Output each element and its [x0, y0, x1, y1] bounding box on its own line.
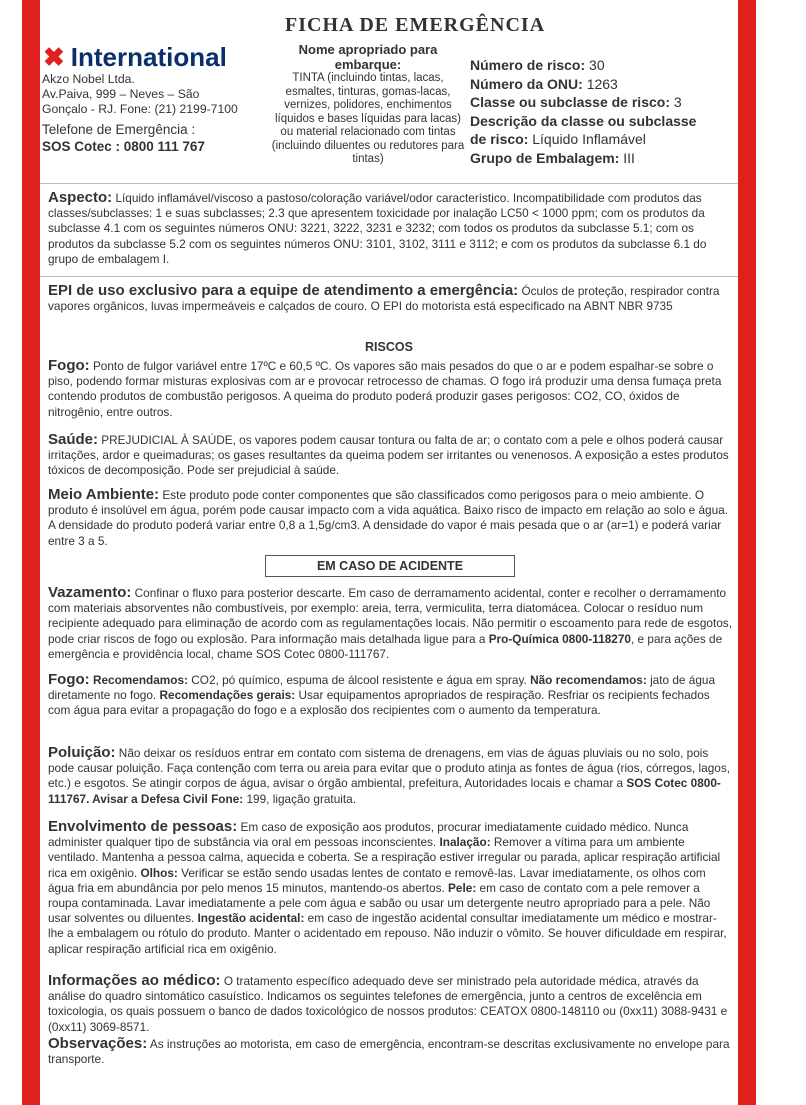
poluicao-heading: Poluição:	[48, 744, 116, 761]
left-red-border	[22, 0, 40, 1105]
epi-section	[48, 283, 732, 314]
group-value: III	[623, 149, 635, 166]
pele-label: Pele:	[448, 880, 477, 895]
company-name: Akzo Nobel Ltda.	[42, 72, 135, 86]
vazamento-heading: Vazamento:	[48, 584, 132, 601]
address-line-1: Av.Paiva, 999 – Neves – São	[42, 87, 200, 101]
emergency-phone	[42, 121, 205, 155]
x-logo-icon: ✖	[43, 42, 65, 72]
company-logo	[43, 42, 227, 73]
riscos-fogo	[48, 358, 732, 420]
ingestao-label: Ingestão acidental:	[197, 911, 305, 926]
fogo-rec-label: Recomendamos:	[92, 673, 188, 687]
shipping-name-label: Nome apropriado para embarque:	[298, 42, 438, 72]
right-red-border	[738, 0, 756, 1105]
poluicao-bold: SOS Cotec 0800-111767. Avisar a Defesa Civil Fone:	[48, 776, 721, 806]
epi-text: Óculos de proteção, respirador contra vapores orgânicos, luvas impermeáveis e calçados de couro. O EPI do motorista está especificado na ABNT NBR 9735	[48, 284, 720, 314]
pele-text: em caso de contato com a pele remover a roupa contaminada. Lavar imediatamente a pele com água e sabão ou usar um detergente neutro apropriado para a pele. Não usar solventes ou diluentes.	[48, 880, 711, 926]
aspecto-section	[48, 190, 732, 267]
group-label: Grupo de Embalagem:	[470, 149, 620, 166]
aspecto-text: Líquido inflamável/viscoso a pastoso/coloração variável/odor característico. Incompatibilidade com produtos das classes/subclasses: 1 e suas subclasses; 2.3 que apresentem toxicidade por inalação LC50 < 1000 ppm; com os produtos da subclasse 4.1 com os seguintes números ONU: 3221, 3222, 3231 e 3232; com todos os produtos da subclasse 5.1; com os produtos da subclasse 5.2 com os seguintes números ONU: 3101, 3102, 3111 e 3112; e com os produtos da subclasse 6.1 do grupo de embalagem I.	[48, 191, 707, 266]
risk-info	[470, 56, 696, 167]
company-address	[42, 72, 238, 117]
olhos-text: Verificar se estão sendo usadas lentes de contato e removê-las. Lavar imediatamente, os olhos com água fria em abundância por pelo menos 15 minutos, mantendo-os abertos.	[48, 865, 706, 895]
observacoes-section	[48, 1036, 732, 1067]
aspecto-heading: Aspecto:	[48, 189, 113, 206]
medico-text: O tratamento específico adequado deve ser ministrado pela autoridade médica, através da análise do quadro sintomático casuístico. Indicamos os seguintes telefones de emergência, junto a centros de excelência em toxicologia, os quais possuem o banco de dados toxicológico de nossos produtos: CEATOX 0800-148110 ou (0xx11) 3088-9431 e (0xx11) 3069-8571.	[48, 974, 728, 1034]
inalacao-text: Remover a vítima para um ambiente ventilado. Mantenha a pessoa calma, aquecida e coberta. Se a respiração estiver irregular ou parada, aplicar respiração artificial rica em oxigênio.	[48, 835, 721, 880]
page-title: FICHA DE EMERGÊNCIA	[285, 14, 546, 36]
envolvimento-heading: Envolvimento de pessoas:	[48, 818, 238, 835]
address-line-2: Gonçalo - RJ. Fone: (21) 2199-7100	[42, 102, 238, 116]
meio-heading: Meio Ambiente:	[48, 486, 160, 503]
medico-heading: Informações ao médico:	[48, 972, 221, 989]
shipping-name	[268, 42, 468, 167]
desc-label-1: Descrição da classe ou subclasse	[470, 112, 697, 129]
logo-text: International	[70, 42, 227, 72]
fogo-ger-label: Recomendações gerais:	[159, 688, 296, 703]
epi-heading: EPI de uso exclusivo para a equipe de atendimento a emergência:	[48, 282, 519, 299]
divider	[40, 183, 738, 184]
fogo-heading: Fogo:	[48, 357, 90, 374]
fogo-nrec-label: Não recomendamos:	[530, 673, 647, 687]
phone-label: Telefone de Emergência :	[42, 122, 196, 137]
envolvimento-section	[48, 819, 732, 957]
riscos-meio-ambiente	[48, 487, 732, 549]
vazamento-text: Confinar o fluxo para posterior descarte. Em caso de derramamento acidental, conter e recolher o derramamento com materiais absorventes não combustíveis, por exemplo: areia, terra, vermiculita, terra diatomácea. Colocar o resíduo num recipiente adequado para eliminação de acordo com as regulamentações locais. Não permitir o escoamento para rede de esgotos, pode criar riscos de fogo ou explosão. Para informação mais detalhada ligue para a	[48, 586, 732, 646]
observacoes-text: As instruções ao motorista, em caso de emergência, encontram-se descritas exclusivamente no envelope para transporte.	[48, 1037, 730, 1067]
class-label: Classe ou subclasse de risco:	[470, 94, 670, 110]
onu-label: Número da ONU:	[470, 75, 583, 92]
risk-number-value: 30	[589, 57, 605, 73]
olhos-label: Olhos:	[140, 865, 178, 880]
vazamento-section	[48, 585, 732, 662]
riscos-saude	[48, 432, 732, 479]
poluicao-text: Não deixar os resíduos entrar em contato com sistema de drenagens, em vias de águas pluviais ou no solo, pois pode causar poluição. Faça contenção com terra ou areia para evitar que o produto atinja as fontes de água (rios, córregos, lagos, etc.) e esgotos. Se atingir corpos de água, avisar o órgão ambiental, prefeitura, Autoridades locais e chamar a	[48, 746, 731, 791]
desc-label-2: de risco:	[470, 131, 529, 147]
fogo-ger-text: Usar equipamentos apropriados de respiração. Resfriar os recipients fechados com água para evitar a propagação do fogo e a explosão dos recipientes com o aumento da temperatura.	[48, 688, 710, 718]
riscos-title: RISCOS	[365, 340, 413, 354]
desc-value: Líquido Inflamável	[532, 131, 646, 147]
vazamento-text-2: , e para ações de emergência e providência local, chame SOS Cotec 0800-111767.	[48, 631, 723, 661]
acidente-fogo	[48, 672, 732, 719]
fogo-text: Ponto de fulgor variável entre 17ºC e 60,5 ºC. Os vapores são mais pesados do que o ar e podem espalhar-se sobre o piso, podendo formar misturas explosivas com ar e provocar retrocesso de chamas. O fogo irá produzir uma densa fumaça preta contendo produtos de combustão perigosos. A queima do produto poderá produzir gases perigosos: CO2, CO, óxidos de nitrogênio, entre outros.	[48, 359, 722, 419]
poluicao-text-2: 199, ligação gratuita.	[243, 791, 357, 806]
vazamento-bold: Pro-Química 0800-118270	[488, 631, 631, 646]
poluicao-section	[48, 745, 732, 807]
phone-value: SOS Cotec : 0800 111 767	[42, 139, 205, 154]
saude-heading: Saúde:	[48, 431, 99, 448]
onu-value: 1263	[586, 75, 618, 92]
saude-text: PREJUDICIAL À SAÚDE, os vapores podem causar tontura ou falta de ar; o contato com a pele e olhos poderá causar irritações, ardor e queimaduras; os gases resultantes da queima podem ser irritantes ou venenosos. A exposição a estes produtos tóxicos de decomposição. Pode ser prejudicial à saúde.	[48, 433, 729, 478]
medico-section	[48, 973, 732, 1035]
meio-text: Este produto pode conter componentes que são classificados como perigosos para o meio ambiente. O produto é insolúvel em água, porém pode causar impacto com a vida aquática. Baixo risco de impacto em relação ao solo e água. A densidade do produto poderá variar entre 0,8 a 1,5g/cm3. A densidade do vapor é mais pesada que o ar (ar=1) e poderá variar entre 3 a 5.	[48, 488, 729, 548]
risk-number-label: Número de risco:	[470, 57, 586, 73]
observacoes-heading: Observações:	[48, 1035, 148, 1052]
ingestao-text: em caso de ingestão acidental consultar imediatamente um médico e mostrar-lhe a embalagem ou rótulo do produto. Manter o acidentado em repouso. Não induzir o vômito. Se houver dificuldade em respirar, aplicar respiração artificial rica em oxigênio.	[48, 911, 727, 956]
acidente-fogo-heading: Fogo:	[48, 671, 90, 688]
divider	[40, 276, 738, 277]
fogo-nrec-text: jato de água diretamente no fogo.	[48, 673, 716, 703]
inalacao-label: Inalação:	[439, 835, 491, 850]
shipping-name-text: TINTA (incluindo tintas, lacas, esmaltes, tinturas, gomas-lacas, vernizes, polidores, enchimentos líquidos e bases líquidas para lacas) ou material relacionado com tintas (incluindo diluentes ou redutores para tintas)	[271, 72, 465, 165]
envolv-text-1: Em caso de exposição aos produtos, procurar imediatamente cuidado médico. Nunca administer qualquer tipo de substância via oral em pessoas inconscientes.	[48, 820, 689, 850]
fogo-rec-text: CO2, pó químico, espuma de álcool resistente e água em spray.	[191, 673, 527, 687]
class-value: 3	[673, 94, 682, 110]
acidente-title: EM CASO DE ACIDENTE	[265, 555, 515, 577]
